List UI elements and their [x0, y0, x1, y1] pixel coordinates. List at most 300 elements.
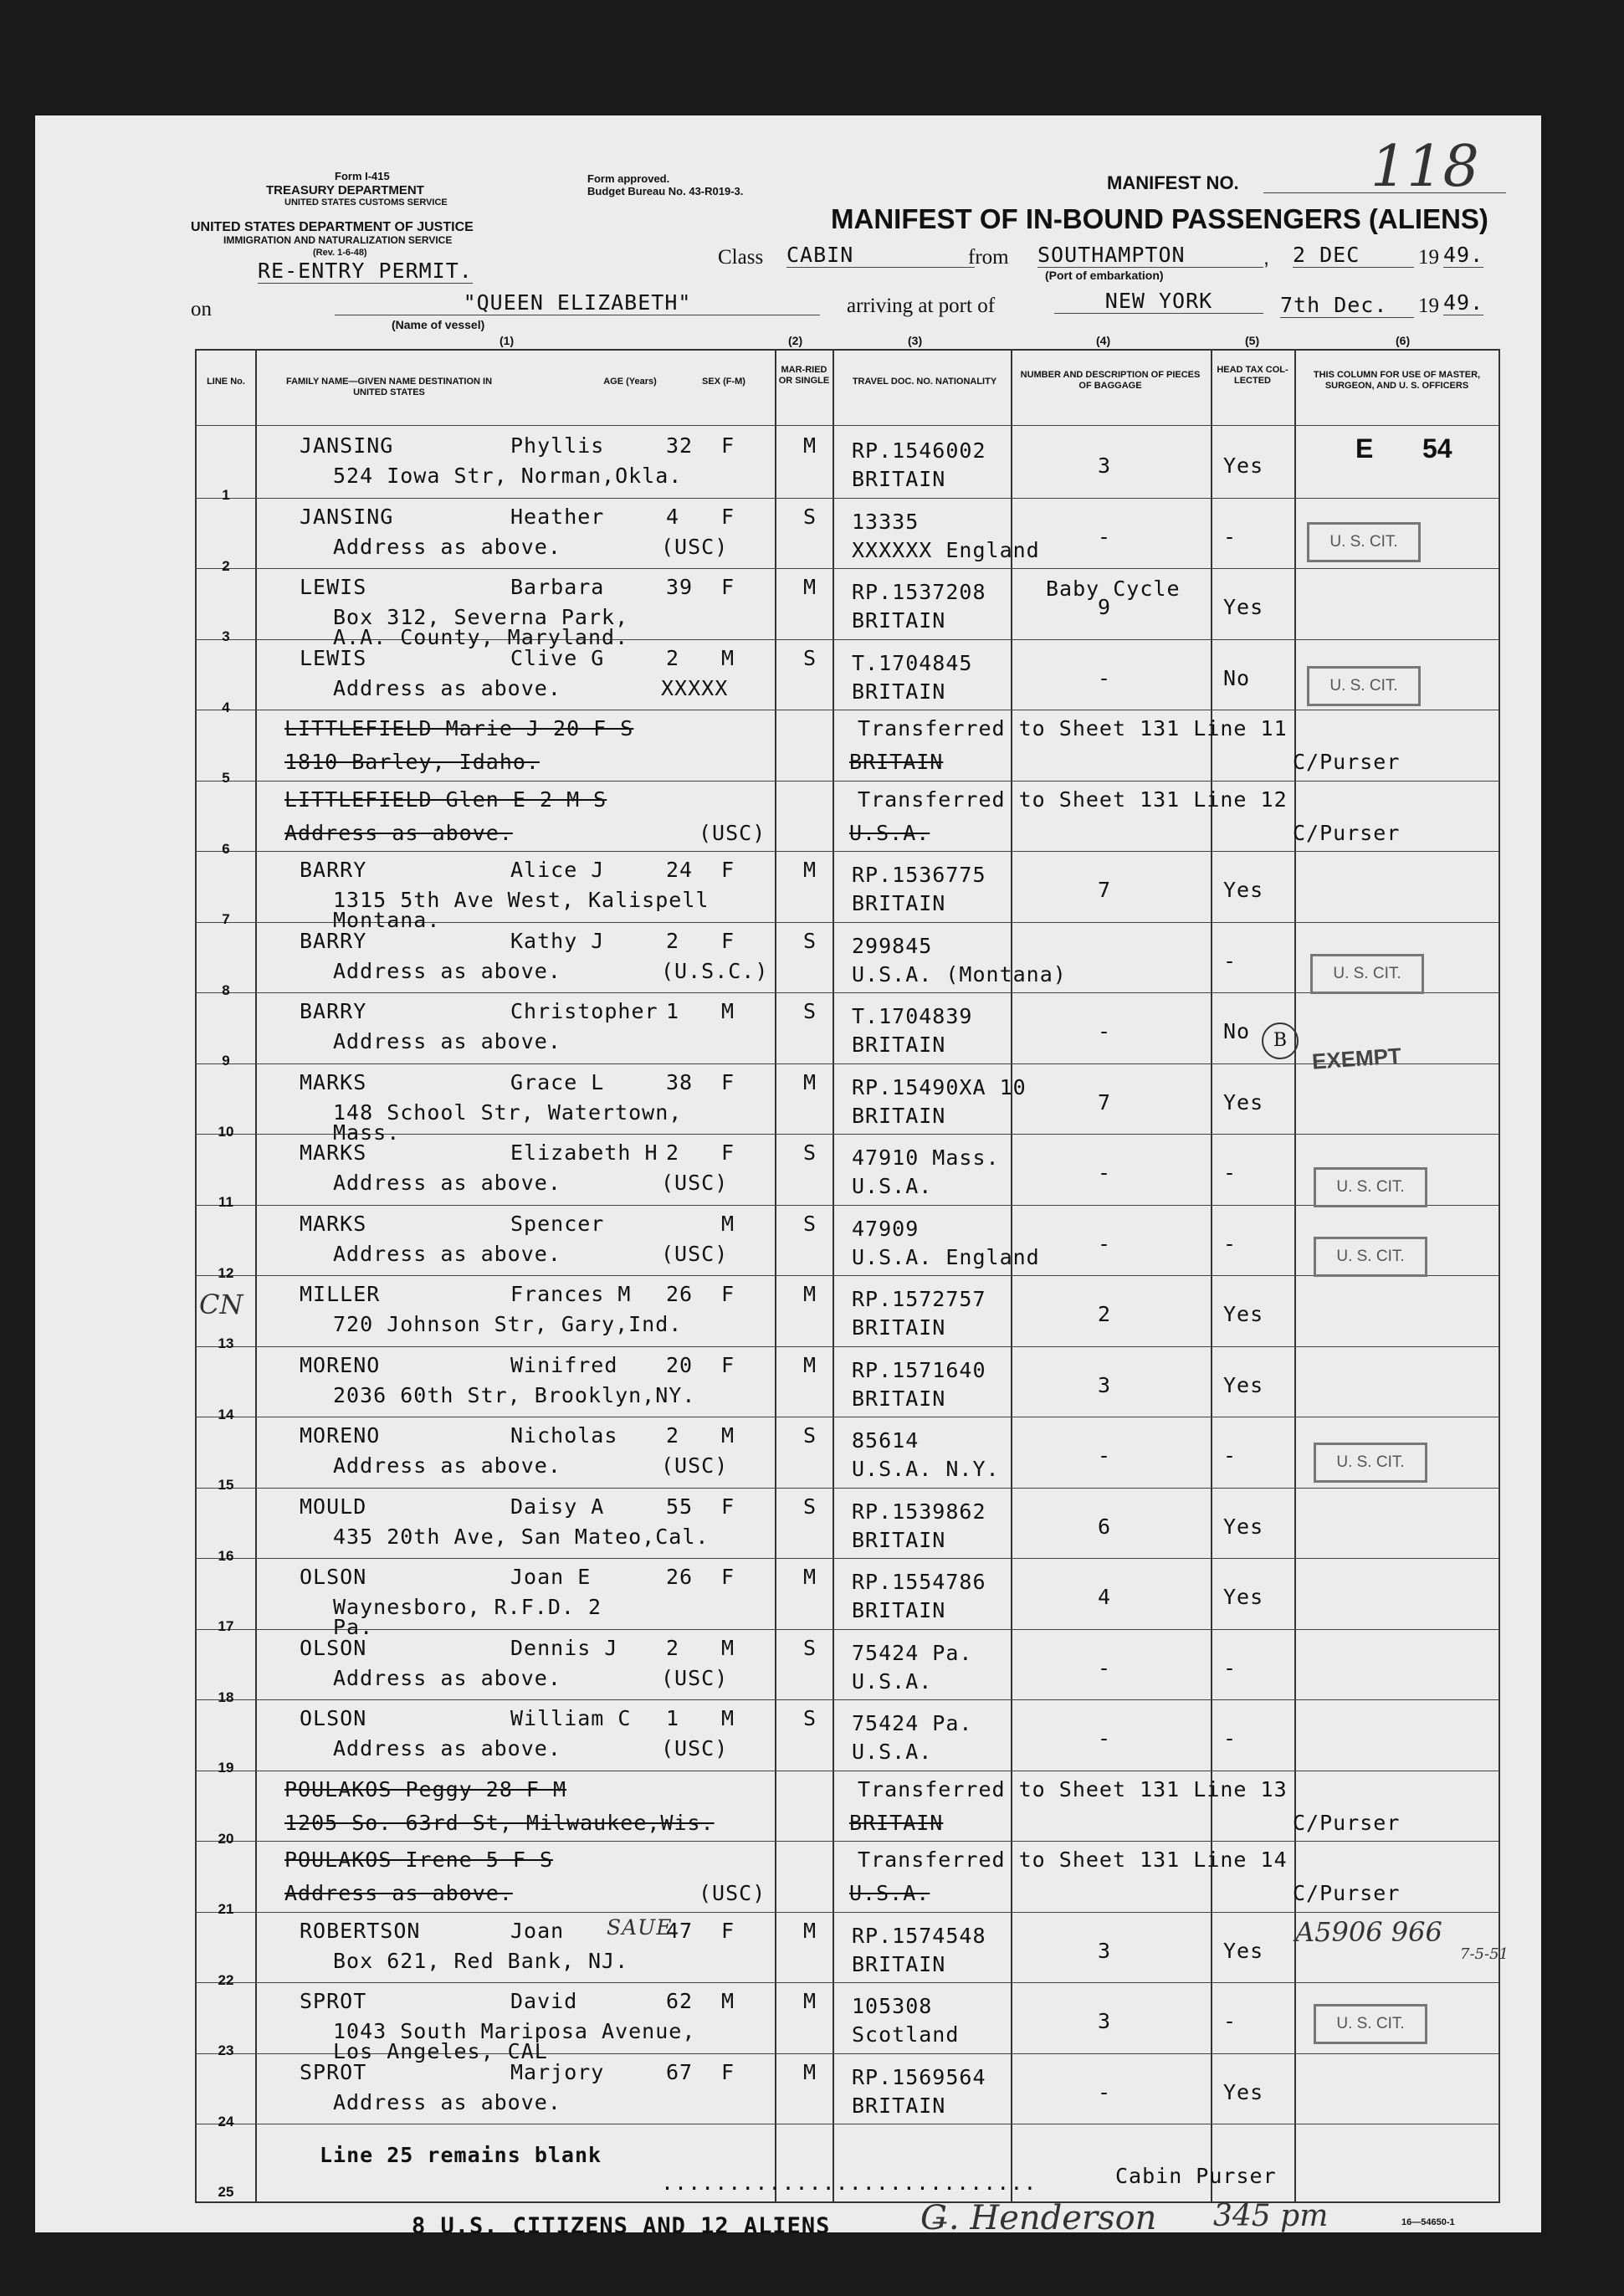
- family-name: BARRY: [300, 858, 367, 882]
- circle-b-mark: B: [1262, 1022, 1299, 1059]
- row-rule: [195, 781, 1498, 782]
- marital-status: S: [803, 928, 817, 953]
- struck-destination: Address as above.: [284, 820, 513, 845]
- head-tax: Yes: [1223, 1302, 1264, 1326]
- line-number: 24: [218, 2113, 234, 2129]
- struck-destination: 1205 So. 63rd St, Milwaukee,Wis.: [284, 1810, 715, 1835]
- from-label: from: [968, 246, 1009, 269]
- age: 1: [666, 1706, 680, 1730]
- nationality: BRITAIN: [852, 608, 946, 633]
- baggage-count: -: [1098, 1231, 1112, 1256]
- age: 2: [666, 1635, 680, 1660]
- family-name: SPROT: [300, 1989, 367, 2013]
- destination: 435 20th Ave, San Mateo,Cal.: [333, 1524, 710, 1549]
- port-embark-caption: (Port of embarkation): [1045, 269, 1164, 282]
- sex: M: [721, 1423, 735, 1448]
- row-rule: [195, 1629, 1498, 1630]
- head-tax: -: [1223, 1655, 1237, 1680]
- age: 47: [666, 1918, 694, 1943]
- depart-year-prefix: 19: [1418, 246, 1439, 269]
- usc-marker: (USC): [661, 1453, 729, 1478]
- row-rule: [195, 1699, 1498, 1700]
- line-number: 17: [218, 1618, 234, 1634]
- baggage-count: -: [1098, 524, 1112, 549]
- travel-doc-number: RP.1574548: [852, 1923, 986, 1948]
- line-number: 19: [218, 1760, 234, 1776]
- given-name: Phyllis: [510, 433, 605, 458]
- baggage-count: -: [1098, 1019, 1112, 1043]
- destination: 1315 5th Ave West, Kalispell: [333, 888, 710, 912]
- travel-doc-number: T.1704839: [852, 1004, 973, 1028]
- given-name-handwritten: SAUE: [607, 1914, 673, 1940]
- line-number: 14: [218, 1406, 234, 1422]
- travel-doc-number: RP.1546002: [852, 438, 986, 463]
- sex: M: [721, 999, 735, 1023]
- head-tax: No: [1223, 665, 1251, 690]
- destination: 720 Johnson Str, Gary,Ind.: [333, 1312, 683, 1336]
- line-number: 5: [222, 770, 230, 786]
- destination: Box 621, Red Bank, NJ.: [333, 1948, 629, 1973]
- family-name: OLSON: [300, 1706, 367, 1730]
- head-tax: -: [1223, 1726, 1237, 1750]
- family-name: ROBERTSON: [300, 1918, 421, 1943]
- given-name: Clive G: [510, 645, 605, 670]
- nationality: U.S.A. England: [852, 1244, 1040, 1269]
- line-number: 4: [222, 699, 230, 715]
- usc-marker: XXXXX: [661, 675, 729, 700]
- row-rule: [195, 1912, 1498, 1913]
- sex: F: [721, 1069, 735, 1094]
- usc-marker: (USC): [661, 534, 729, 559]
- page-prefix: E: [1355, 433, 1374, 464]
- nationality: Scotland: [852, 2022, 960, 2047]
- given-name: Heather: [510, 504, 605, 529]
- line-number: 22: [218, 1971, 234, 1988]
- line-number: 9: [222, 1053, 230, 1069]
- transfer-note: Transferred to Sheet 131 Line 14: [858, 1848, 1288, 1872]
- travel-doc-number: 13335: [852, 509, 920, 534]
- sex: M: [721, 1989, 735, 2013]
- form-approved: Form approved.: [587, 172, 670, 185]
- row-rule: [195, 1063, 1498, 1064]
- sex: M: [721, 1635, 735, 1660]
- destination: 2036 60th Str, Brooklyn,NY.: [333, 1382, 696, 1407]
- nationality: XXXXXX England: [852, 537, 1040, 562]
- justice-dept: UNITED STATES DEPARTMENT OF JUSTICE: [191, 220, 474, 234]
- customs-service: UNITED STATES CUSTOMS SERVICE: [284, 197, 448, 208]
- marital-status: S: [803, 1211, 817, 1236]
- purser-signoff: C/Purser: [1293, 750, 1401, 774]
- row-rule: [195, 1346, 1498, 1347]
- head-tax: -: [1223, 948, 1237, 973]
- nationality: U.S.A.: [852, 1668, 933, 1694]
- sex: M: [721, 645, 735, 670]
- given-name: Dennis J: [510, 1635, 618, 1660]
- family-name: MARKS: [300, 1211, 367, 1236]
- travel-doc-number: RP.1569564: [852, 2064, 986, 2089]
- robertson-visa-date: 7-5-51: [1460, 1945, 1509, 1963]
- header-travel: TRAVEL DOC. NO. NATIONALITY: [852, 377, 997, 387]
- arrival-year: 49.: [1443, 290, 1484, 315]
- given-name: William C: [510, 1706, 632, 1730]
- travel-doc-number: RP.1554786: [852, 1570, 986, 1594]
- family-name: SPROT: [300, 2059, 367, 2084]
- class-label: Class: [718, 246, 764, 269]
- sex: F: [721, 433, 735, 458]
- sex: M: [721, 1706, 735, 1730]
- arrival-year-prefix: 19: [1418, 295, 1439, 317]
- from-value: SOUTHAMPTON: [1037, 243, 1263, 268]
- given-name: Joan E: [510, 1565, 592, 1589]
- family-name: JANSING: [300, 504, 394, 529]
- row-rule: [195, 992, 1498, 993]
- destination-line-2: Mass.: [333, 1120, 401, 1145]
- family-name: JANSING: [300, 433, 394, 458]
- family-name: BARRY: [300, 999, 367, 1023]
- struck-destination: Address as above.: [284, 1881, 513, 1905]
- baggage-count: 7: [1098, 878, 1112, 902]
- travel-doc-number: 75424 Pa.: [852, 1711, 973, 1735]
- head-tax: Yes: [1223, 1372, 1264, 1397]
- col-1-number: (1): [499, 334, 515, 347]
- line-number: 2: [222, 557, 230, 574]
- line-number: 20: [218, 1830, 234, 1847]
- family-name: MILLER: [300, 1282, 381, 1306]
- age: 20: [666, 1352, 694, 1377]
- sex: F: [721, 1494, 735, 1519]
- marital-status: M: [803, 433, 817, 458]
- marital-status: S: [803, 1140, 817, 1165]
- baggage-count: -: [1098, 665, 1112, 690]
- destination: Address as above.: [333, 1736, 561, 1760]
- sex: M: [721, 1211, 735, 1236]
- marital-status: S: [803, 504, 817, 529]
- transfer-note: Transferred to Sheet 131 Line 11: [858, 716, 1288, 741]
- row-rule: [195, 1275, 1498, 1276]
- nationality: BRITAIN: [852, 679, 946, 704]
- travel-doc-number: 85614: [852, 1428, 920, 1453]
- marital-status: M: [803, 1565, 817, 1589]
- head-tax: -: [1223, 524, 1237, 549]
- destination: Address as above.: [333, 1453, 561, 1478]
- nationality: BRITAIN: [852, 467, 946, 491]
- destination-line-2: Montana.: [333, 908, 441, 932]
- struck-nationality: BRITAIN: [849, 750, 944, 774]
- given-name: Barbara: [510, 575, 605, 599]
- family-name: BARRY: [300, 928, 367, 953]
- travel-doc-number: RP.1537208: [852, 580, 986, 604]
- header-sex: SEX (F-M): [702, 377, 745, 387]
- travel-doc-number: RP.1571640: [852, 1357, 986, 1382]
- reentry-permit: RE-ENTRY PERMIT.: [258, 259, 473, 283]
- destination-line-2: Pa.: [333, 1615, 374, 1639]
- travel-doc-number: RP.1539862: [852, 1499, 986, 1524]
- sex: F: [721, 858, 735, 882]
- robertson-visa-note: A5906 966: [1295, 1916, 1442, 1948]
- sex: F: [721, 1352, 735, 1377]
- line-number: 15: [218, 1477, 234, 1493]
- age: 2: [666, 1140, 680, 1165]
- nationality: U.S.A. N.Y.: [852, 1457, 1000, 1481]
- given-name: Christopher: [510, 999, 658, 1023]
- us-citizen-stamp: U. S. CIT.: [1307, 666, 1421, 706]
- line-number: 1: [222, 487, 230, 503]
- family-name: LEWIS: [300, 575, 367, 599]
- destination: Address as above.: [333, 675, 561, 700]
- travel-doc-number: 47910 Mass.: [852, 1145, 1000, 1170]
- head-tax: Yes: [1223, 1585, 1264, 1609]
- marital-status: M: [803, 1282, 817, 1306]
- head-tax: Yes: [1223, 2079, 1264, 2104]
- line-number: 3: [222, 628, 230, 644]
- family-name: LEWIS: [300, 645, 367, 670]
- row-rule: [195, 1841, 1498, 1842]
- usc-marker: (USC): [661, 1665, 729, 1690]
- manifest-no: 118: [1370, 134, 1479, 200]
- head-tax: Yes: [1223, 595, 1264, 619]
- revision: (Rev. 1-6-48): [313, 248, 367, 258]
- baggage-count: -: [1098, 1726, 1112, 1750]
- travel-doc-number: 299845: [852, 933, 933, 958]
- given-name: Kathy J: [510, 928, 605, 953]
- cabin-purser: Cabin Purser: [1115, 2164, 1277, 2188]
- family-name: MORENO: [300, 1352, 381, 1377]
- purser-signoff: C/Purser: [1293, 1810, 1401, 1835]
- depart-date: 2 DEC: [1293, 243, 1414, 268]
- line-number: 25: [218, 2184, 234, 2200]
- usc-marker: (USC): [661, 1241, 729, 1266]
- col-5-number: (5): [1245, 334, 1260, 347]
- destination: Address as above.: [333, 2089, 561, 2114]
- marital-status: S: [803, 1494, 817, 1519]
- arrival-port: NEW YORK: [1054, 289, 1263, 314]
- vessel-caption: (Name of vessel): [392, 318, 485, 331]
- nationality: U.S.A.: [852, 1174, 933, 1198]
- row-rule: [195, 851, 1498, 852]
- sex: F: [721, 1282, 735, 1306]
- travel-doc-number: RP.1572757: [852, 1287, 986, 1311]
- purser-signoff: C/Purser: [1293, 1881, 1401, 1905]
- exempt-stamp: EXEMPT: [1311, 1043, 1402, 1074]
- row-rule: [195, 1205, 1498, 1206]
- marital-status: M: [803, 1069, 817, 1094]
- manifest-title: MANIFEST OF IN-BOUND PASSENGERS (ALIENS): [831, 203, 1488, 234]
- inspector-signature: Ǥ. Henderson: [920, 2199, 1157, 2237]
- usc-marker: (USC): [661, 1171, 729, 1195]
- marital-status: M: [803, 1989, 817, 2013]
- given-name: David: [510, 1989, 578, 2013]
- age: 26: [666, 1282, 694, 1306]
- struck-passenger-name: LITTLEFIELD Marie J 20 F S: [284, 716, 634, 741]
- family-name: OLSON: [300, 1565, 367, 1589]
- sex: F: [721, 928, 735, 953]
- head-tax: No: [1223, 1019, 1251, 1043]
- nationality: U.S.A. (Montana): [852, 961, 1067, 987]
- arrival-date: 7th Dec.: [1280, 293, 1414, 318]
- head-tax: Yes: [1223, 454, 1264, 478]
- sex: F: [721, 575, 735, 599]
- given-name: Frances M: [510, 1282, 632, 1306]
- purser-signoff: C/Purser: [1293, 820, 1401, 845]
- head-tax: -: [1223, 1231, 1237, 1256]
- header-line-no: LINE No.: [207, 377, 245, 387]
- line-25-note: Line 25 remains blank: [320, 2143, 602, 2167]
- us-citizen-stamp: U. S. CIT.: [1307, 522, 1421, 562]
- marital-status: M: [803, 2059, 817, 2084]
- age: 62: [666, 1989, 694, 2013]
- age: 39: [666, 575, 694, 599]
- age: 2: [666, 1423, 680, 1448]
- baggage-count: -: [1098, 2079, 1112, 2104]
- struck-passenger-name: POULAKOS Irene 5 F S: [284, 1848, 554, 1872]
- baggage-count: 4: [1098, 1585, 1112, 1609]
- family-name: MARKS: [300, 1140, 367, 1165]
- line-number: 8: [222, 981, 230, 998]
- line-number: 6: [222, 840, 230, 857]
- destination: 148 School Str, Watertown,: [333, 1099, 683, 1125]
- marital-status: M: [803, 858, 817, 882]
- baggage-description: Baby Cycle: [1046, 577, 1181, 601]
- margin-note-cn: CN: [199, 1289, 243, 1320]
- head-tax: Yes: [1223, 1514, 1264, 1539]
- age: 38: [666, 1069, 694, 1094]
- given-name: Daisy A: [510, 1494, 605, 1519]
- given-name: Grace L: [510, 1069, 605, 1094]
- marital-status: S: [803, 1423, 817, 1448]
- sex: F: [721, 1918, 735, 1943]
- travel-doc-number: 47909: [852, 1216, 920, 1241]
- struck-nationality: U.S.A.: [849, 820, 930, 845]
- given-name: Spencer: [510, 1211, 605, 1236]
- destination: 524 Iowa Str, Norman,Okla.: [333, 464, 683, 488]
- line-number: 12: [218, 1264, 234, 1281]
- destination-line-2: Los Angeles, CAL: [333, 2039, 548, 2063]
- header-married: MAR-RIED OR SINGLE: [778, 365, 830, 386]
- us-citizen-stamp: U. S. CIT.: [1314, 1443, 1427, 1483]
- row-rule: [195, 1558, 1498, 1559]
- marital-status: S: [803, 1635, 817, 1660]
- age: 1: [666, 999, 680, 1023]
- given-name: Winifred: [510, 1352, 618, 1377]
- marital-status: M: [803, 1918, 817, 1943]
- form-number: Form I-415: [335, 170, 390, 182]
- row-rule: [195, 1488, 1498, 1489]
- us-citizen-stamp: U. S. CIT.: [1314, 1167, 1427, 1207]
- nationality: BRITAIN: [852, 1315, 946, 1340]
- baggage-count: -: [1098, 1655, 1112, 1680]
- given-name: Marjory: [510, 2059, 605, 2084]
- struck-nationality: U.S.A.: [849, 1881, 930, 1905]
- col-3-number: (3): [908, 334, 923, 347]
- baggage-count: 9: [1098, 595, 1112, 619]
- class-value: CABIN: [786, 243, 975, 268]
- nationality: BRITAIN: [852, 1951, 946, 1976]
- head-tax: Yes: [1223, 1938, 1264, 1963]
- struck-passenger-name: LITTLEFIELD Glen E 2 M S: [284, 787, 607, 812]
- head-tax: -: [1223, 2009, 1237, 2033]
- baggage-count: 7: [1098, 1089, 1112, 1115]
- travel-doc-number: T.1704845: [852, 650, 973, 675]
- family-name: MORENO: [300, 1423, 381, 1448]
- family-name: MOULD: [300, 1494, 367, 1519]
- age: 24: [666, 858, 694, 882]
- nationality: BRITAIN: [852, 891, 946, 915]
- row-rule: [195, 568, 1498, 569]
- given-name: Joan: [510, 1918, 565, 1943]
- arriving-label: arriving at port of: [847, 295, 996, 317]
- age: 2: [666, 928, 680, 953]
- line-number: 16: [218, 1547, 234, 1564]
- baggage-count: 3: [1098, 1938, 1112, 1963]
- marital-status: M: [803, 1352, 817, 1377]
- line-number: 10: [218, 1123, 234, 1140]
- marital-status: M: [803, 575, 817, 599]
- sex: F: [721, 1565, 735, 1589]
- col-2-number: (2): [788, 334, 803, 347]
- line-number: 13: [218, 1335, 234, 1351]
- depart-year: 49.: [1443, 243, 1484, 267]
- treasury-dept: TREASURY DEPARTMENT: [266, 183, 424, 197]
- usc-marker: (USC): [661, 1736, 729, 1760]
- nationality: BRITAIN: [852, 1386, 946, 1411]
- us-citizen-stamp: U. S. CIT.: [1314, 2004, 1427, 2044]
- family-name: MARKS: [300, 1069, 367, 1094]
- col-6-number: (6): [1396, 334, 1411, 347]
- page-number: 54: [1422, 433, 1452, 464]
- destination: Waynesboro, R.F.D. 2: [333, 1595, 602, 1619]
- nationality: BRITAIN: [852, 1033, 946, 1057]
- nationality: BRITAIN: [852, 1103, 946, 1128]
- baggage-count: -: [1098, 1161, 1112, 1185]
- marital-status: S: [803, 999, 817, 1023]
- transfer-note: Transferred to Sheet 131 Line 12: [858, 787, 1288, 812]
- destination: Address as above.: [333, 1171, 561, 1195]
- transfer-note: Transferred to Sheet 131 Line 13: [858, 1776, 1288, 1801]
- cabin-purser-dots: ............................: [661, 2170, 1037, 2195]
- footer-total: 8 U.S. CITIZENS AND 12 ALIENS: [412, 2213, 831, 2239]
- header-officers: THIS COLUMN FOR USE OF MASTER, SURGEON, AND U. S. OFFICERS: [1313, 370, 1481, 391]
- destination: Address as above.: [333, 1241, 561, 1266]
- manifest-no-label: MANIFEST NO.: [1107, 172, 1239, 193]
- struck-nationality: BRITAIN: [849, 1810, 944, 1835]
- destination-line-2: A.A. County, Maryland.: [333, 625, 629, 649]
- head-tax: Yes: [1223, 1089, 1264, 1115]
- destination: 1043 South Mariposa Avenue,: [333, 2019, 696, 2043]
- sex: F: [721, 1140, 735, 1165]
- destination: Address as above.: [333, 1665, 561, 1690]
- header-headtax: HEAD TAX COL-LECTED: [1217, 365, 1288, 386]
- usc-marker: (U.S.C.): [661, 958, 769, 983]
- us-citizen-stamp: U. S. CIT.: [1314, 1237, 1427, 1277]
- marital-status: S: [803, 1706, 817, 1730]
- head-tax: -: [1223, 1443, 1237, 1468]
- col-4-number: (4): [1096, 334, 1111, 347]
- age: 32: [666, 433, 694, 458]
- line-number: 11: [218, 1194, 233, 1210]
- travel-doc-number: RP.15490XA 10: [852, 1074, 1027, 1099]
- form-code: 16—54650-1: [1401, 2217, 1455, 2227]
- sex: F: [721, 504, 735, 529]
- baggage-count: 3: [1098, 1372, 1112, 1397]
- age: 2: [666, 645, 680, 670]
- age: 4: [666, 504, 680, 529]
- baggage-count: -: [1098, 1443, 1112, 1468]
- header-baggage: NUMBER AND DESCRIPTION OF PIECES OF BAGGAGE: [1020, 370, 1201, 391]
- line-number: 18: [218, 1689, 234, 1705]
- nationality: BRITAIN: [852, 1598, 946, 1622]
- head-tax: Yes: [1223, 878, 1264, 902]
- given-name: Elizabeth H: [510, 1140, 658, 1165]
